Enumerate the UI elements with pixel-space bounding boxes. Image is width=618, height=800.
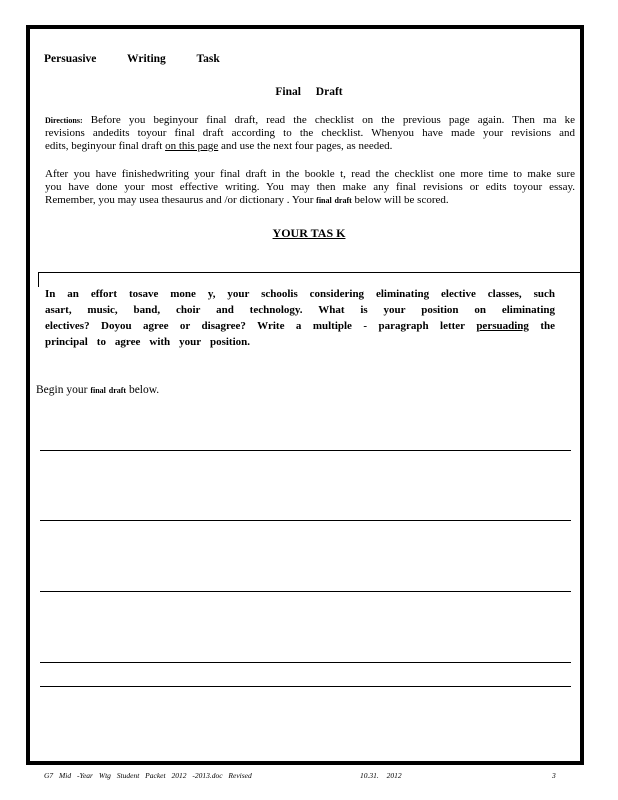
on-this-page-text: on this page	[165, 140, 219, 152]
prompt-line-3: electives? Doyou agree or disagree? Write a multiple - paragraph letter persuading the	[45, 320, 555, 332]
prompt-line-1: In an effort tosave mone y, your schoolis considering eliminating elective classes, such	[45, 288, 555, 300]
directions-line-1: Directions: Before you beginyour final draft, read the checklist on the previous page again. Then ma ke	[45, 114, 575, 126]
page-heading: Persuasive Writing Task	[44, 53, 220, 65]
writing-line-4[interactable]	[40, 662, 571, 663]
writing-line-5[interactable]	[40, 686, 571, 687]
directions-label: Directions:	[45, 116, 83, 125]
begin-instruction: Begin your final draft below.	[36, 384, 160, 396]
after-line-3: Remember, you may usea thesaurus and /or dictionary . Your final draft below will be scored.	[45, 194, 449, 206]
prompt-line-4: principal to agree with your position.	[45, 336, 250, 348]
task-prompt	[45, 286, 555, 350]
final-draft-title: Final Draft	[275, 86, 343, 98]
directions-line-3: edits, beginyour final draft on this page and use the next four pages, as needed.	[45, 140, 393, 152]
footer-filename: G7 Mid -Year Wtg Student Packet 2012 -2013.doc Revised	[44, 771, 252, 780]
prompt-line-2: asart, music, band, choir and technology. What is your position on eliminating	[45, 304, 555, 316]
footer-date: 10.31. 2012	[360, 771, 402, 780]
after-line-2: you have done your most effective writing. You may then make any final revisions or edits toyour essay.	[45, 181, 575, 193]
footer-page-number: 3	[552, 771, 556, 780]
writing-line-3[interactable]	[40, 591, 571, 592]
persuading-text: persuading	[476, 320, 529, 332]
your-task-heading: YOUR TAS K	[272, 226, 346, 240]
directions-line-2: revisions andedits toyour final draft according to the checklist. Whenyou have made your revisions and	[45, 127, 575, 139]
after-paragraph	[45, 168, 575, 207]
writing-line-1[interactable]	[40, 450, 571, 451]
directions-paragraph	[45, 114, 575, 153]
writing-line-2[interactable]	[40, 520, 571, 521]
after-line-1: After you have finishedwriting your final draft in the bookle t, read the checklist one more time to make sure	[45, 168, 575, 180]
